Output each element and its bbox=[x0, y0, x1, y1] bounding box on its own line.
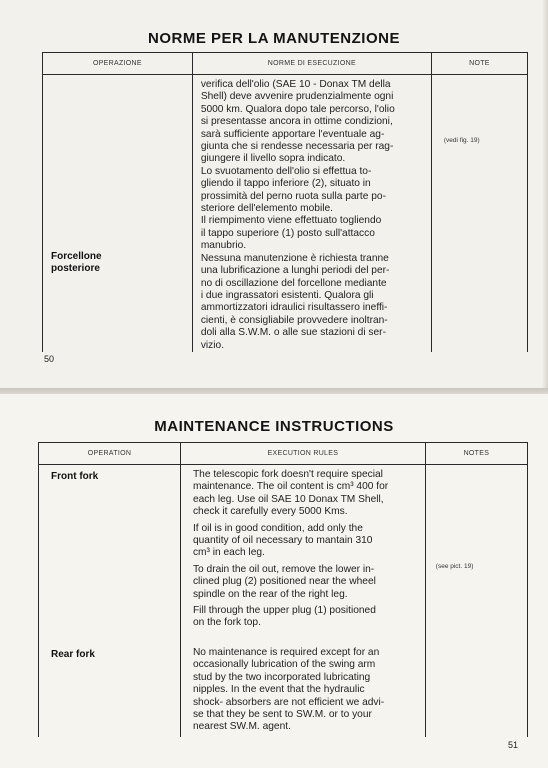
header-operation: OPERATION bbox=[39, 443, 181, 465]
text-line: prossimità del perno ruota sulla parte po- bbox=[200, 190, 386, 202]
text-line: To drain the oil out, remove the lower in- bbox=[192, 563, 375, 575]
text-line: no di oscillazione del forcellone mediante bbox=[200, 277, 387, 289]
paragraph bbox=[193, 469, 419, 519]
maintenance-table-english bbox=[38, 442, 528, 737]
header-rules: NORME DI ESECUZIONE bbox=[192, 53, 431, 75]
text-line: Fill through the upper plug (1) positioned bbox=[192, 605, 376, 617]
text-line: giungere il livello sopra indicato. bbox=[200, 153, 346, 165]
note-pict-19: (see pict. 19) bbox=[435, 563, 474, 570]
page-edge bbox=[542, 0, 548, 392]
notes-cell bbox=[431, 75, 527, 352]
operation-label-line: posteriore bbox=[51, 263, 100, 274]
operation-cell bbox=[39, 465, 181, 737]
operation-cell bbox=[43, 75, 193, 352]
text-line: No maintenance is required except for an bbox=[192, 647, 380, 658]
text-line: nipples. In the event that the hydraulic bbox=[192, 684, 365, 696]
operation-label-front-fork: Front fork bbox=[51, 471, 99, 482]
page-number-51: 51 bbox=[508, 740, 519, 750]
maintenance-table-italian bbox=[42, 52, 528, 352]
text-line: una lubrificazione a lunghi periodi del per- bbox=[200, 265, 390, 277]
page-title-english: MAINTENANCE INSTRUCTIONS bbox=[154, 418, 394, 435]
text-line: nearest SW.M. agent. bbox=[192, 721, 291, 733]
text-line: Nessuna manutenzione è richiesta tranne bbox=[200, 252, 389, 264]
header-notes: NOTES bbox=[425, 443, 527, 465]
text-line: stud by the two incorporated lubricating bbox=[192, 671, 371, 683]
rules-text-front-fork bbox=[193, 469, 419, 634]
notes-cell bbox=[425, 465, 527, 737]
text-line: Shell) deve avvenire prudenzialmente ogni bbox=[200, 91, 394, 103]
rules-cell bbox=[180, 465, 425, 737]
page-number-50: 50 bbox=[44, 354, 55, 364]
text-line: on the fork top. bbox=[192, 617, 261, 629]
paragraph bbox=[193, 523, 419, 560]
text-line: steriore dell'elemento mobile. bbox=[200, 203, 333, 215]
page-51 bbox=[0, 394, 548, 768]
rules-text-italian bbox=[193, 75, 431, 352]
text-line: shock- absorbers are not efficient we advi- bbox=[192, 696, 385, 708]
operation-label-rear-arm bbox=[51, 251, 192, 275]
text-line: 5000 km. Qualora dopo tale percorso, l'olio bbox=[200, 103, 395, 115]
text-line: Il riempimento viene effettuato togliendo bbox=[200, 215, 382, 227]
text-line: ammortizzatori idraulici risultassero ineffi- bbox=[200, 302, 388, 314]
text-line: If oil is in good condition, add only the bbox=[192, 522, 363, 534]
text-line: si presentasse ancora in ottime condizioni, bbox=[200, 116, 393, 128]
rules-text-rear-fork bbox=[193, 647, 419, 734]
text-line: manubrio. bbox=[200, 240, 247, 252]
text-line: il tappo superiore (1) posto sull'attacco bbox=[200, 227, 375, 239]
operation-label-rear-fork: Rear fork bbox=[51, 649, 95, 660]
text-line: The telescopic fork doesn't require special bbox=[192, 469, 383, 480]
header-notes: NOTE bbox=[431, 53, 527, 75]
text-line: cienti, è consigliabile provvedere inoltran- bbox=[200, 314, 388, 326]
note-fig-19: (vedi fig. 19) bbox=[443, 137, 480, 144]
text-line: quantity of oil necessary to mantain 310 bbox=[192, 535, 373, 547]
text-line: giunta che si rendesse necessaria per rag- bbox=[200, 141, 394, 153]
operation-label-line: Forcellone bbox=[51, 251, 102, 262]
text-line: cm³ in each leg. bbox=[192, 547, 265, 559]
text-line: vizio. bbox=[200, 339, 225, 351]
text-line: check it carefully every 5000 Kms. bbox=[192, 506, 348, 518]
text-line: gliendo il tappo inferiore (2), situato in bbox=[200, 178, 371, 190]
paragraph bbox=[193, 605, 419, 630]
text-line: se that they be sent to SW.M. or to your bbox=[192, 709, 372, 721]
text-line: spindle on the rear of the right leg. bbox=[192, 588, 348, 600]
header-rules: EXECUTION RULES bbox=[180, 443, 425, 465]
text-line: i due ingrassatori esistenti. Qualora gli bbox=[200, 289, 374, 301]
text-line: maintenance. The oil content is cm³ 400 for bbox=[192, 481, 389, 493]
text-line: occasionally lubrication of the swing arm bbox=[192, 659, 376, 671]
text-line: Lo svuotamento dell'olio si effettua to- bbox=[200, 165, 372, 177]
text-line: each leg. Use oil SAE 10 Donax TM Shell, bbox=[192, 493, 384, 505]
header-operation: OPERAZIONE bbox=[43, 53, 193, 75]
text-line: clined plug (2) positioned near the wheel bbox=[192, 576, 376, 588]
text-line: sarà sufficiente apportare l'eventuale ag- bbox=[200, 128, 385, 140]
rules-cell bbox=[192, 75, 431, 352]
text-line: verifica dell'olio (SAE 10 - Donax TM della bbox=[200, 79, 391, 90]
text-line: doli alla S.W.M. o alle sue stazioni di ser- bbox=[200, 327, 386, 339]
page-title-italian: NORME PER LA MANUTENZIONE bbox=[148, 30, 400, 47]
paragraph bbox=[193, 564, 419, 601]
